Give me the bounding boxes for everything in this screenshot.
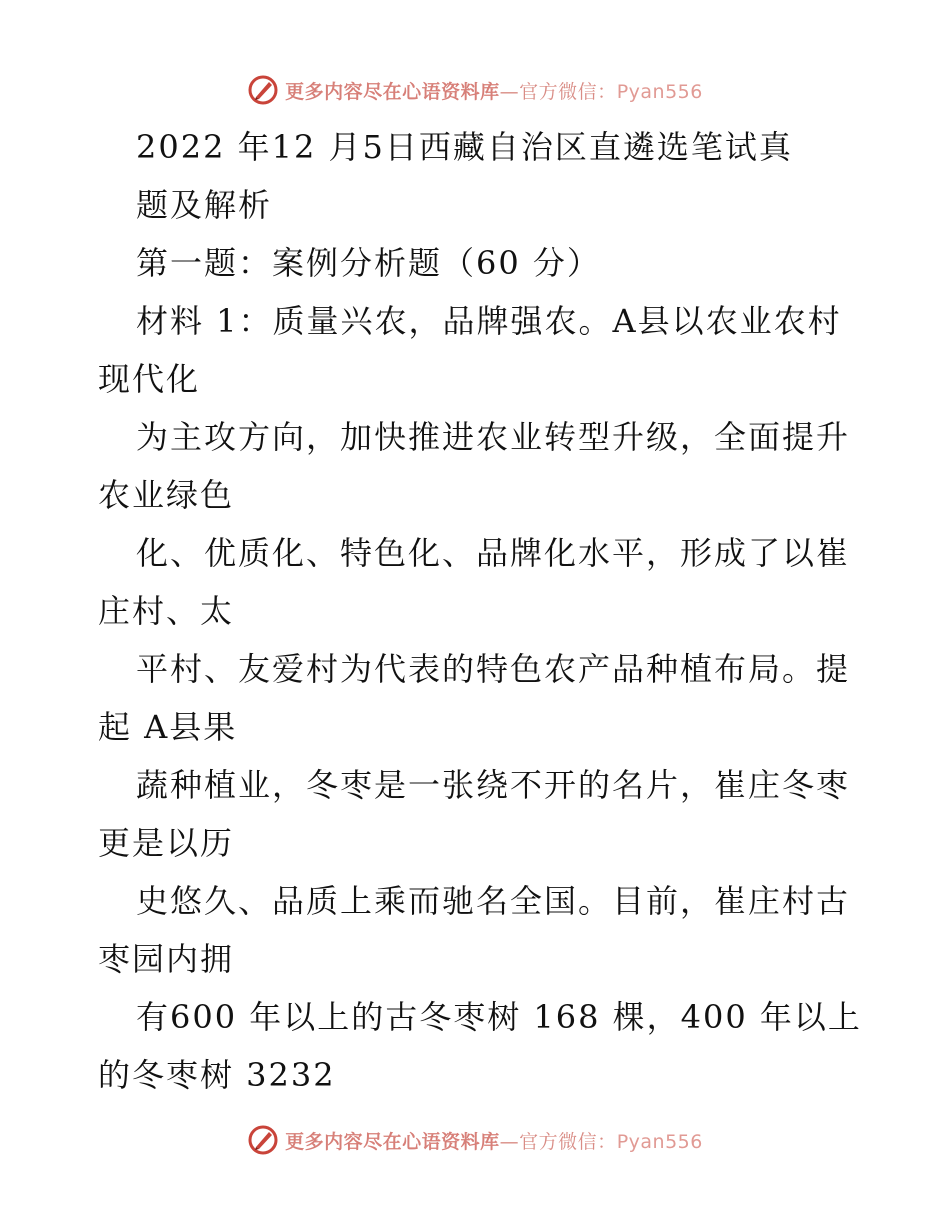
watermark-separator: — [499, 1130, 520, 1153]
pen-logo-icon [247, 1124, 279, 1156]
text-line: 更是以历 [98, 824, 235, 862]
text-line: 枣园内拥 [98, 940, 235, 978]
watermark-text [285, 77, 703, 104]
watermark-text [285, 1127, 703, 1154]
text-line: 史悠久、品质上乘而驰名全国。目前，崔庄村古 [136, 882, 851, 920]
watermark-handle: Pyan556 [616, 80, 703, 103]
text-line: 为主攻方向，加快推进农业转型升级，全面提升 [136, 418, 851, 456]
text-line: 庄村、太 [98, 592, 235, 630]
text-line: 农业绿色 [98, 476, 235, 514]
text-line: 的冬枣树 3232 [98, 1056, 336, 1094]
watermark-handle: Pyan556 [616, 1130, 703, 1153]
document-body [98, 118, 862, 1104]
watermark-label: 官方微信： [519, 1130, 617, 1153]
text-line: 第一题：案例分析题（60 分） [136, 244, 601, 282]
text-line: 题及解析 [136, 186, 273, 224]
text-line: 蔬种植业，冬枣是一张绕不开的名片，崔庄冬枣 [136, 766, 851, 804]
text-line: 有600 年以上的古冬枣树 168 棵，400 年以上 [136, 998, 862, 1036]
text-line: 2022 年12 月5日西藏自治区直遴选笔试真 [136, 128, 793, 166]
text-line: 平村、友爱村为代表的特色农产品种植布局。提 [136, 650, 851, 688]
watermark-brand: 更多内容尽在心语资料库 [285, 80, 500, 103]
footer-watermark [0, 1120, 950, 1160]
watermark-label: 官方微信： [519, 80, 617, 103]
text-line: 现代化 [98, 360, 201, 398]
pen-logo-icon [247, 74, 279, 106]
text-line: 材料 1：质量兴农，品牌强农。A县以农业农村 [136, 302, 842, 340]
watermark-brand: 更多内容尽在心语资料库 [285, 1130, 500, 1153]
text-line: 起 A县果 [98, 708, 238, 746]
header-watermark [0, 70, 950, 110]
watermark-separator: — [499, 80, 520, 103]
text-line: 化、优质化、特色化、品牌化水平，形成了以崔 [136, 534, 851, 572]
